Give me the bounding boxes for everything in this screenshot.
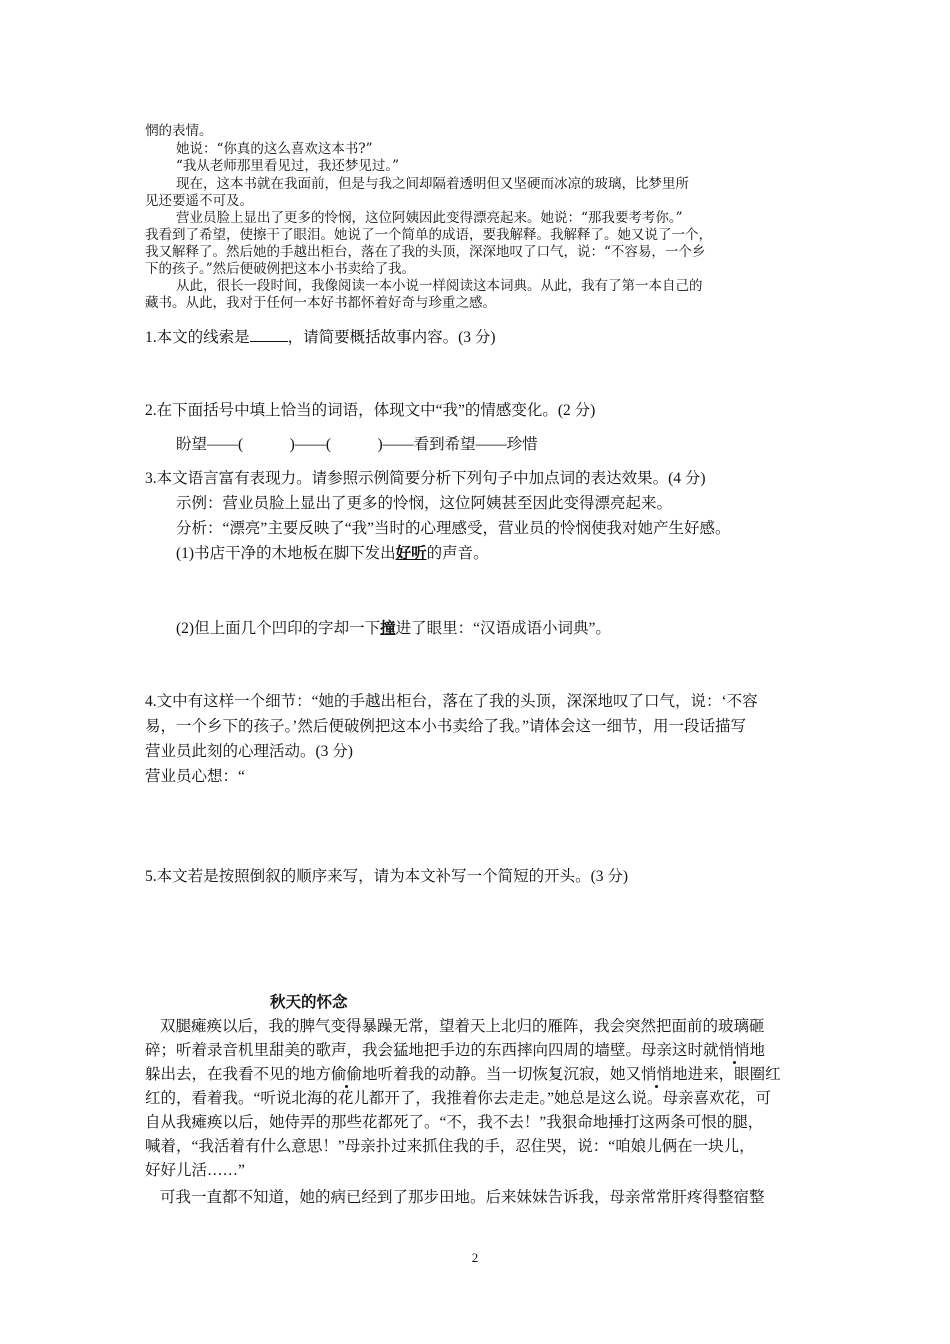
passage1-line: 惘的表情。 — [145, 123, 213, 139]
sentence-text: 的声音。 — [426, 545, 489, 562]
passage1-line: 从此，很长一段时间，我像阅读一本小说一样阅读这本词典。从此，我有了第一本自己的 — [176, 278, 703, 294]
passage2-line: 可我一直都不知道，她的病已经到了那步田地。后来妹妹告诉我，母亲常常肝疼得整宿整 — [160, 1189, 765, 1206]
question-1-text: 1.本文的线索是 — [145, 329, 250, 346]
passage1-line: 藏书。从此，我对于任何一本好书都怀着好奇与珍重之感。 — [145, 295, 496, 311]
text-run: 躲出去，在我看不见的地方 — [145, 1066, 332, 1083]
question-3-item-2 — [176, 619, 611, 639]
sentence-text: (1)书店干净的木地板在脚下发出 — [176, 545, 396, 562]
question-3-example: 示例：营业员脸上显出了更多的怜悯，这位阿姨甚至因此变得漂亮起来。 — [176, 495, 673, 512]
sentence-text: 进了眼里：“汉语成语小词典”。 — [395, 620, 611, 637]
passage1-line: 见还要遥不可及。 — [145, 193, 253, 209]
passage1-line: “我从老师那里看见过，我还梦见过。” — [176, 158, 400, 174]
passage2-line: 好好儿活……” — [145, 1162, 245, 1179]
marked-word: 撞 — [380, 620, 396, 637]
answer-blank[interactable] — [250, 327, 288, 342]
passage2-line — [145, 1041, 765, 1061]
question-1-text: ，请简要概括故事内容。(3 分) — [287, 329, 496, 346]
question-3-analysis: 分析：“漂亮”主要反映了“我”当时的心理感受，营业员的怜悯使我对她产生好感。 — [176, 520, 731, 537]
text-run: 碎；听着录音机里甜美的歌声，我会猛地把手边的东西摔向四周的墙壁。母亲这时就 — [145, 1042, 719, 1059]
question-2: 2.在下面括号中填上恰当的词语，体现文中“我”的情感变化。(2 分) — [145, 402, 596, 419]
passage1-line: 我看到了希望，使擦干了眼泪。她说了一个简单的成语，要我解释。我解释了。她又说了一个， — [145, 227, 712, 243]
question-3: 3.本文语言富有表现力。请参照示例简要分析下列句子中加点词的表达效果。(4 分) — [145, 470, 706, 487]
text-run: 地听着我的动静。当一切恢复沉寂，她又 — [362, 1066, 642, 1083]
passage1-line: 我又解释了。然后她的手越出柜台，落在了我的头顶，深深地叹了口气，说：“不容易，一个乡 — [145, 244, 706, 260]
question-1 — [145, 327, 496, 348]
dotted-word: 悄悄 — [641, 1066, 673, 1083]
passage2-line: 红的，看着我。“听说北海的花儿都开了，我推着你去走走。”她总是这么说。母亲喜欢花，可 — [145, 1090, 772, 1107]
dotted-word: 偷偷 — [331, 1066, 363, 1083]
question-4-answer-prompt: 营业员心想：“ — [145, 768, 245, 785]
text-run: 地进来，眼圈红 — [672, 1066, 781, 1083]
question-3-item-1 — [176, 544, 489, 564]
passage1-line: 她说：“你真的这么喜欢这本书?” — [176, 141, 373, 157]
question-5: 5.本文若是按照倒叙的顺序来写，请为本文补写一个简短的开头。(3 分) — [145, 868, 629, 885]
dotted-word: 悄悄 — [718, 1042, 750, 1059]
passage2-line: 自从我瘫痪以后，她侍弄的那些花都死了。“不，我不去！”我狠命地捶打这两条可恨的腿， — [145, 1114, 764, 1131]
page-number: 2 — [471, 1250, 479, 1265]
question-4-line: 4.文中有这样一个细节：“她的手越出柜台，落在了我的头顶，深深地叹了口气，说：‘不容 — [145, 693, 758, 710]
passage2-line: 喊着，“我活着有什么意思！”母亲扑过来抓住我的手，忍住哭，说：“咱娘儿俩在一块儿， — [145, 1138, 755, 1155]
emotion-chain: 盼望——( )——( )——看到希望——珍惜 — [176, 436, 538, 453]
sentence-text: (2)但上面几个凹印的字却一下 — [176, 620, 381, 637]
passage2-title: 秋天的怀念 — [270, 993, 348, 1011]
marked-word: 好听 — [395, 545, 427, 562]
text-run: 地 — [749, 1042, 766, 1059]
passage2-line: 双腿瘫痪以后，我的脾气变得暴躁无常，望着天上北归的雁阵，我会突然把面前的玻璃砸 — [160, 1018, 765, 1035]
question-4-line: 易，一个乡下的孩子。’然后便破例把这本小书卖给了我。”请体会这一细节，用一段话描写 — [145, 718, 747, 735]
passage2-line — [145, 1065, 781, 1085]
question-4-line: 营业员此刻的心理活动。(3 分) — [145, 743, 353, 760]
passage1-line: 营业员脸上显出了更多的怜悯，这位阿姨因此变得漂亮起来。她说：“那我要考考你。” — [176, 210, 683, 226]
passage1-line: 下的孩子。”然后便破例把这本小书卖给了我。 — [145, 261, 416, 277]
passage1-line: 现在，这本书就在我面前，但是与我之间却隔着透明但又坚硬而冰凉的玻璃，比梦里所 — [176, 176, 689, 192]
